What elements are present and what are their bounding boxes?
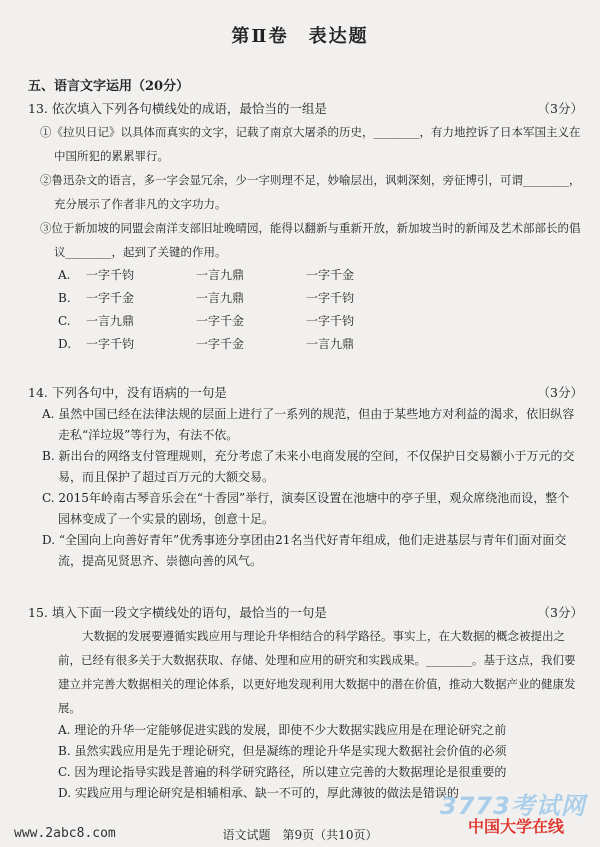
- watermark-text: 中国大学在线: [468, 817, 565, 836]
- score-label: （3分）: [537, 385, 583, 400]
- question-13: [28, 98, 583, 356]
- question-stem: 13. 依次填入下列各句横线处的成语，最恰当的一组是: [28, 101, 327, 116]
- option-row: B. 一字千金 一言九鼎 一字千钧: [58, 291, 355, 305]
- watermark-logo: 3773考试网: [440, 792, 586, 820]
- question-stem: 14. 下列各句中，没有语病的一句是: [28, 385, 227, 400]
- option-line: C. 因为理论指导实践是普遍的科学研究路径，所以建立完善的大数据理论是很重要的: [58, 765, 507, 779]
- option-paragraph: A. 虽然中国已经在法律法规的层面上进行了一系列的规范，但由于某些地方对利益的渴求，依旧纵容走私“洋垃圾”等行为，有法不依。: [42, 407, 575, 442]
- sentence-item: ③位于新加坡的同盟会南洋支部旧址晚晴园，能得以翻新与重新开放，新加坡当时的新闻及艺术部部长的倡议________，起到了关键的作用。: [40, 221, 581, 259]
- option-paragraph: C. 2015年岭南古琴音乐会在“十香园”举行，演奏区设置在池塘中的亭子里，观众席绕池而设，整个园林变成了一个实景的剧场，创意十足。: [42, 491, 570, 526]
- option-line: D. 实践应用与理论研究是相辅相承、缺一不可的，厚此薄彼的做法是错误的: [58, 786, 459, 800]
- question-14: [28, 382, 583, 572]
- reading-passage: 大数据的发展要遵循实践应用与理论升华相结合的科学路径。事实上，在大数据的概念被提出之前，已经有很多关于大数据获取、存储、处理和应用的研究和实践成果。________。基于这点，我们要建立并完善大数据相关的理论体系，以更好地发现利用大数据中的潜在价值，推动大数据产业的健康发展。: [58, 629, 576, 715]
- part-title: 第Ⅱ卷 表达题: [231, 26, 369, 47]
- question-stem: 15. 填入下面一段文字横线处的语句，最恰当的一句是: [28, 605, 327, 620]
- section-heading: 五、语言文字运用（20分）: [28, 79, 190, 94]
- score-label: （3分）: [537, 101, 583, 116]
- option-line: A. 理论的升华一定能够促进实践的发展，即使不少大数据实践应用是在理论研究之前: [58, 723, 507, 737]
- footer-url: www.2abc8.com: [14, 826, 116, 841]
- question-15: [28, 602, 583, 804]
- option-paragraph: B. 新出台的网络支付管理规则，充分考虑了未来小电商发展的空间，不仅保护日交易额小于万元的交易，而且保护了超过百万元的大额交易。: [42, 449, 575, 484]
- sentence-item: ②鲁迅杂文的语言，多一字会显冗余，少一字则理不足，妙喻层出，讽刺深刻，旁征博引，可谓________，充分展示了作者非凡的文字功力。: [40, 173, 581, 211]
- sentence-item: ①《拉贝日记》以具体而真实的文字，记载了南京大屠杀的历史，________，有力地控诉了日本军国主义在中国所犯的累累罪行。: [40, 125, 581, 163]
- option-paragraph: D. “全国向上向善好青年”优秀事迹分享团由21名当代好青年组成，他们走进基层与青年们面对面交流，提高见贤思齐、崇德向善的风气。: [42, 533, 567, 568]
- option-line: B. 虽然实践应用是先于理论研究，但是凝练的理论升华是实现大数据社会价值的必须: [58, 744, 507, 758]
- option-row: A. 一字千钧 一言九鼎 一字千金: [58, 268, 355, 282]
- score-label: （3分）: [537, 605, 583, 620]
- option-row: C. 一言九鼎 一字千金 一字千钧: [58, 314, 355, 328]
- page-number: 语文试题 第9页（共10页）: [222, 828, 378, 842]
- option-row: D. 一字千钧 一字千金 一言九鼎: [58, 337, 355, 351]
